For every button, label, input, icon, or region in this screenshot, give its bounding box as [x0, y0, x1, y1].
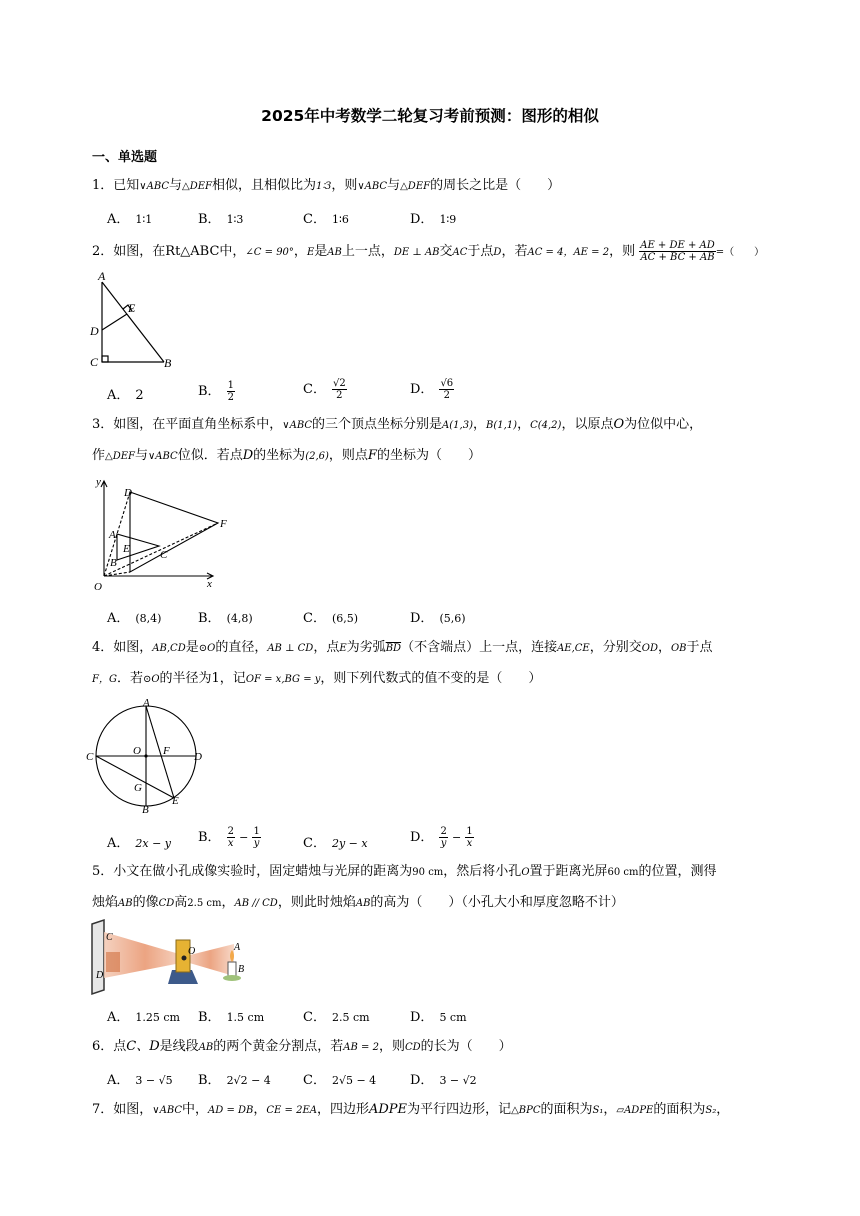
svg-text:C: C — [106, 932, 113, 943]
option-d[interactable]: D． 3 − √2 — [410, 1073, 477, 1088]
option-d[interactable]: D． 1∶9 — [410, 212, 457, 227]
svg-text:C: C — [86, 751, 94, 763]
question-2-options — [107, 378, 707, 404]
svg-text:E: E — [172, 795, 179, 807]
svg-text:F: F — [163, 745, 170, 757]
option-a[interactable]: A． 1∶1 — [107, 212, 153, 227]
option-c[interactable]: C． 2y − x — [303, 836, 368, 851]
page-title: 2025年中考数学二轮复习考前预测：图形的相似 — [261, 107, 599, 125]
question-7: 7．如图，∨ABC中，AD = DB，CE = 2EA，四边形ADPE为平行四边形，记△BPC的面积为S₁，▱ADPE的面积为S₂， — [92, 1102, 730, 1117]
option-b[interactable]: B． 2√2 − 4 — [198, 1073, 271, 1088]
question-3-line-2: 作△DEF与∨ABC位似．若点D的坐标为(2,6)，则点F的坐标为（ ） — [92, 448, 481, 463]
svg-text:D: D — [124, 487, 132, 499]
svg-text:E: E — [128, 301, 136, 315]
option-c[interactable]: C． $\frac{√2}{2}$ — [303, 378, 346, 401]
option-b[interactable]: B． $\frac{1}{2}$ — [198, 380, 234, 403]
svg-text:F: F — [220, 518, 227, 530]
question-6: 6．点C、D是线段AB的两个黄金分割点，若AB = 2，则CD的长为（ ） — [92, 1039, 512, 1054]
svg-text:O: O — [188, 946, 196, 957]
option-d[interactable]: D． 5 cm — [410, 1010, 467, 1025]
option-d[interactable]: D． (5,6) — [410, 611, 466, 626]
figure-circle — [86, 696, 216, 814]
option-c[interactable]: C． 2√5 − 4 — [303, 1073, 377, 1088]
question-5-line-1: 5．小文在做小孔成像实验时，固定蜡烛与光屏的距离为90 cm，然后将小孔O置于距离光屏60 cm的位置，测得 — [92, 864, 717, 879]
question-3-line-1: 3．如图，在平面直角坐标系中，∨ABC的三个顶点坐标分别是A(1,3)，B(1,1)，C(4,2)，以原点O为位似中心， — [92, 417, 703, 432]
svg-text:O: O — [133, 745, 141, 757]
option-b[interactable]: B． 1.5 cm — [198, 1010, 265, 1025]
svg-text:B: B — [110, 557, 117, 569]
svg-text:D: D — [90, 324, 99, 338]
question-3-options — [107, 607, 707, 627]
question-6-options — [107, 1069, 707, 1089]
svg-text:D: D — [96, 970, 104, 981]
fraction: $\frac{AE + DE + AD}{AC + BC + AB}$ — [640, 240, 715, 263]
svg-text:C: C — [90, 355, 99, 369]
question-1-options — [107, 208, 707, 228]
option-a[interactable]: A． (8,4) — [107, 611, 162, 626]
svg-text:A: A — [109, 529, 116, 541]
question-4-line-1: 4．如图，AB,CD是⊙O的直径，AB ⊥ CD，点E为劣弧$\overline{BD}$（不含端点）上一点，连接AE,CE，分别交OD，OB于点 — [92, 640, 713, 655]
option-c[interactable]: C． (6,5) — [303, 611, 359, 626]
svg-text:B: B — [164, 356, 172, 370]
svg-text:C: C — [160, 549, 168, 561]
section-heading: 一、单选题 — [92, 150, 158, 165]
question-4-options — [107, 826, 707, 852]
option-b[interactable]: B． (4,8) — [198, 611, 253, 626]
svg-text:E: E — [123, 543, 130, 555]
svg-text:x: x — [207, 578, 212, 590]
question-1: 1．已知∨ABC与△DEF相似，且相似比为1∶3，则∨ABC与△DEF的周长之比是（ ） — [92, 178, 561, 193]
question-2: 2．如图，在Rt△ABC中，∠C = 90°，E是AB上一点，DE ⊥ AB交AC于点D，若AC = 4，AE = 2，则 $\frac{AE + DE + AD}{AC + BC + AB}$ =（ ） — [92, 240, 765, 263]
figure-pinhole-camera — [88, 918, 258, 998]
svg-text:O: O — [94, 581, 102, 592]
question-5-options — [107, 1006, 707, 1026]
question-4-line-2: F，G．若⊙O的半径为1，记OF = x,BG = y，则下列代数式的值不变的是（ ） — [92, 671, 542, 686]
svg-text:y: y — [96, 476, 101, 488]
svg-text:A: A — [98, 269, 106, 283]
figure-right-triangle — [86, 268, 176, 372]
option-a[interactable]: A． 3 − √5 — [107, 1073, 173, 1088]
option-b[interactable]: B． $\frac{2}{x}$ − $\frac{1}{y}$ — [198, 826, 260, 849]
svg-text:D: D — [194, 751, 202, 763]
option-d[interactable]: D． $\frac{2}{y}$ − $\frac{1}{x}$ — [410, 826, 473, 849]
option-d[interactable]: D． $\frac{√6}{2}$ — [410, 378, 454, 401]
svg-text:A: A — [143, 697, 150, 709]
figure-coordinate-plane — [88, 472, 238, 592]
option-c[interactable]: C． 1∶6 — [303, 212, 349, 227]
option-c[interactable]: C． 2.5 cm — [303, 1010, 370, 1025]
svg-text:A: A — [234, 942, 241, 953]
option-a[interactable]: A． 2 — [107, 388, 144, 403]
svg-text:B: B — [238, 964, 245, 975]
svg-text:B: B — [142, 804, 149, 814]
option-a[interactable]: A． 2x − y — [107, 836, 172, 851]
option-a[interactable]: A． 1.25 cm — [107, 1010, 180, 1025]
question-5-line-2: 烛焰AB的像CD高2.5 cm，AB // CD，则此时烛焰AB的高为（ ）（小孔大小和厚度忽略不计） — [92, 895, 624, 910]
option-b[interactable]: B． 1∶3 — [198, 212, 244, 227]
svg-text:G: G — [134, 782, 142, 794]
